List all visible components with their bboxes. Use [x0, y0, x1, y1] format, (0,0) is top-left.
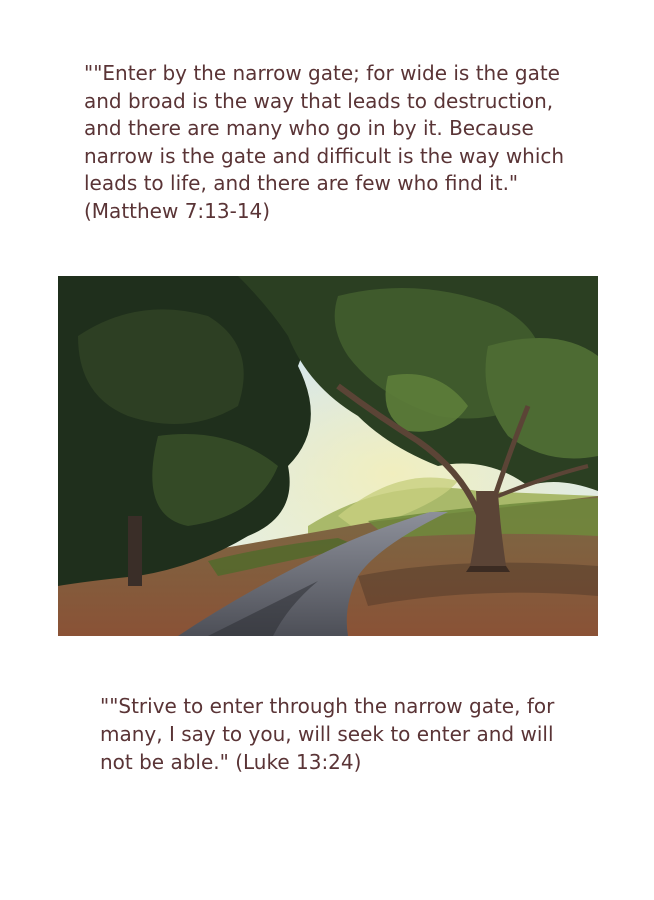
matthew-verse-text: ""Enter by the narrow gate; for wide is the gate and broad is the way that leads to destruction, and there are many who go in by it. Because narrow is the gate and difficult is the way which leads to life, and there are few who find it." (Matthew 7:13-14) — [84, 61, 565, 223]
luke-verse-text: ""Strive to enter through the narrow gate, for many, I say to you, will seek to enter and will not be able." (Luke 13:24) — [100, 694, 555, 774]
left-tree-trunk — [128, 516, 142, 586]
tree-path-illustration — [58, 276, 598, 636]
narrow-path-photo — [58, 276, 598, 636]
tree-base — [466, 566, 510, 572]
